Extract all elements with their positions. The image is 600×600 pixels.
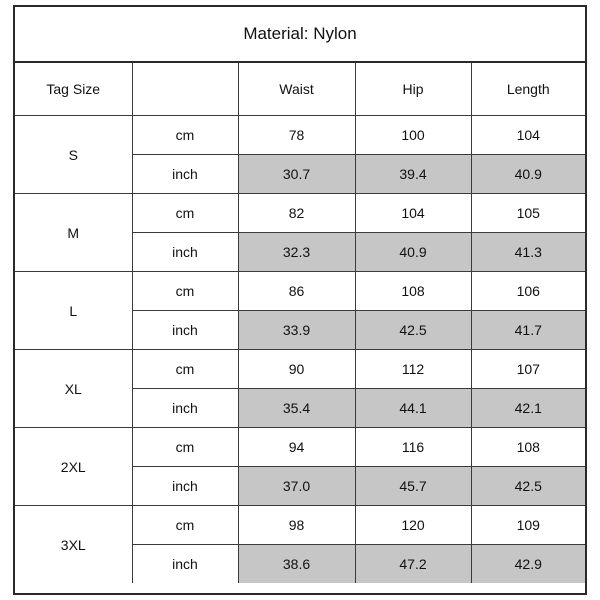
table-row [15, 350, 585, 389]
hip-cell: 120 [355, 506, 471, 545]
unit-label: cm [132, 428, 238, 467]
length-cell: 109 [471, 506, 585, 545]
waist-cell: 82 [238, 194, 355, 233]
size-label: M [15, 194, 132, 272]
hip-cell: 42.5 [355, 311, 471, 350]
unit-label: cm [132, 194, 238, 233]
size-label: XL [15, 350, 132, 428]
size-label: S [15, 116, 132, 194]
unit-label: inch [132, 233, 238, 272]
unit-label: cm [132, 116, 238, 155]
size-label: L [15, 272, 132, 350]
unit-label: inch [132, 467, 238, 506]
hip-cell: 44.1 [355, 389, 471, 428]
table-row [15, 428, 585, 467]
length-cell: 107 [471, 350, 585, 389]
waist-cell: 94 [238, 428, 355, 467]
waist-cell: 33.9 [238, 311, 355, 350]
header-hip: Hip [355, 63, 471, 116]
header-unit [132, 63, 238, 116]
unit-label: cm [132, 350, 238, 389]
size-table [15, 63, 585, 583]
hip-cell: 104 [355, 194, 471, 233]
header-length: Length [471, 63, 585, 116]
table-row [15, 272, 585, 311]
waist-cell: 37.0 [238, 467, 355, 506]
hip-cell: 112 [355, 350, 471, 389]
hip-cell: 116 [355, 428, 471, 467]
size-label: 3XL [15, 506, 132, 584]
unit-label: inch [132, 155, 238, 194]
size-label: 2XL [15, 428, 132, 506]
hip-cell: 47.2 [355, 545, 471, 584]
header-tag-size: Tag Size [15, 63, 132, 116]
waist-cell: 32.3 [238, 233, 355, 272]
length-cell: 42.1 [471, 389, 585, 428]
waist-cell: 86 [238, 272, 355, 311]
table-row [15, 506, 585, 545]
waist-cell: 30.7 [238, 155, 355, 194]
unit-label: inch [132, 389, 238, 428]
length-cell: 42.5 [471, 467, 585, 506]
length-cell: 104 [471, 116, 585, 155]
length-cell: 105 [471, 194, 585, 233]
hip-cell: 100 [355, 116, 471, 155]
table-row [15, 194, 585, 233]
size-chart [13, 5, 587, 595]
waist-cell: 35.4 [238, 389, 355, 428]
hip-cell: 108 [355, 272, 471, 311]
waist-cell: 38.6 [238, 545, 355, 584]
length-cell: 42.9 [471, 545, 585, 584]
length-cell: 108 [471, 428, 585, 467]
length-cell: 41.7 [471, 311, 585, 350]
length-cell: 106 [471, 272, 585, 311]
hip-cell: 45.7 [355, 467, 471, 506]
waist-cell: 98 [238, 506, 355, 545]
header-row [15, 63, 585, 116]
chart-title: Material: Nylon [15, 7, 585, 63]
length-cell: 41.3 [471, 233, 585, 272]
header-waist: Waist [238, 63, 355, 116]
unit-label: inch [132, 545, 238, 584]
length-cell: 40.9 [471, 155, 585, 194]
unit-label: inch [132, 311, 238, 350]
waist-cell: 90 [238, 350, 355, 389]
hip-cell: 40.9 [355, 233, 471, 272]
table-row [15, 116, 585, 155]
unit-label: cm [132, 506, 238, 545]
waist-cell: 78 [238, 116, 355, 155]
hip-cell: 39.4 [355, 155, 471, 194]
unit-label: cm [132, 272, 238, 311]
